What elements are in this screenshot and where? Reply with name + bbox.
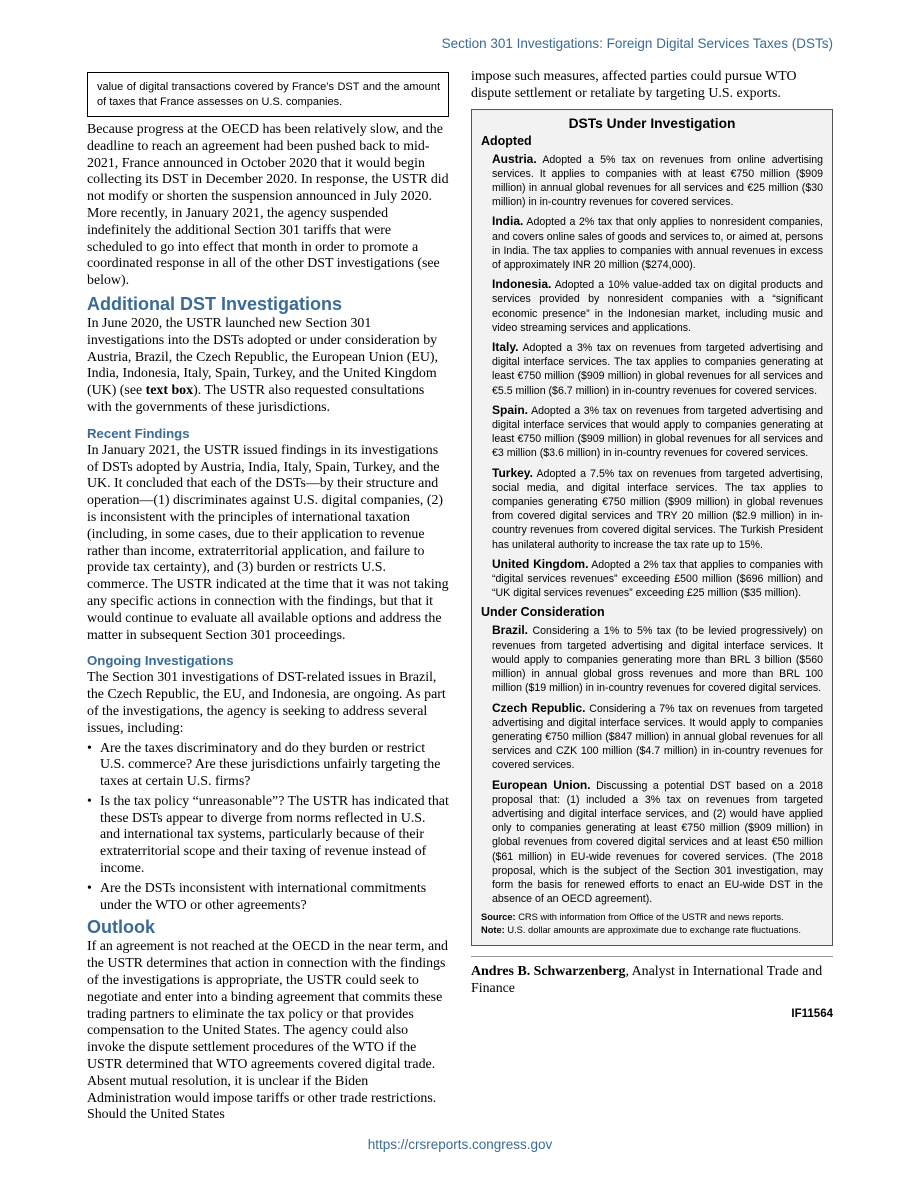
country-entry xyxy=(492,623,823,695)
list-item xyxy=(87,741,449,791)
country-name: United Kingdom. xyxy=(492,556,589,571)
country-description: Adopted a 10% value-added tax on digital products and services provided by nonresident companies with a “significant economic presence” in the Indonesian market, including music and video streaming services and applications. xyxy=(492,279,823,334)
left-column xyxy=(87,72,449,1124)
paragraph-ongoing: The Section 301 investigations of DST-related issues in Brazil, the Czech Republic, the EU, and Indonesia, are ongoing. As part of the investigations, the agency is seeking to address several issues, including: xyxy=(87,670,446,736)
bullet-icon: • xyxy=(87,740,92,756)
paragraph-outlook-continued: impose such measures, affected parties could pursue WTO dispute settlement or retaliate by targeting U.S. exports. xyxy=(471,69,797,101)
country-name: European Union. xyxy=(492,777,591,792)
country-entry xyxy=(492,778,823,907)
country-name: Turkey. xyxy=(492,465,533,480)
consideration-list xyxy=(481,623,823,906)
author-title: , Analyst in International Trade and Finance xyxy=(471,964,823,997)
heading-additional-dst: Additional DST Investigations xyxy=(87,293,343,314)
country-entry xyxy=(492,152,823,210)
country-name: Czech Republic. xyxy=(492,700,586,715)
bullet-icon: • xyxy=(87,880,92,896)
list-item-text: Are the taxes discriminatory and do they burden or restrict U.S. commerce? Are these jurisdictions unfairly targeting the taxes at certain U.S. firms? xyxy=(100,740,441,790)
country-description: Considering a 1% to 5% tax (to be levied progressively) on revenues from targeted advertising and digital interface services. It would apply to companies generating more than BRL 3 billion ($560 million) in annual global gross revenues and more than BRL 100 million ($19 million) in in-country revenues for covered digital services. xyxy=(492,625,823,695)
france-box-continuation: value of digital transactions covered by France’s DST and the amount of taxes that France assesses on U.S. companies. xyxy=(87,72,449,117)
country-description: Adopted a 3% tax on revenues from targeted advertising and digital interface services. The tax applies to companies generating at least €750 million ($909 million) in global revenues for all services and €5.5 million ($6.7 million) in in-country revenues for covered services. xyxy=(492,342,823,397)
list-item-text: Is the tax policy “unreasonable”? The USTR has indicated that these DSTs appear to diverge from norms reflected in U.S. and international tax systems, particularly because of their extraterritorial scope and their taxing of revenue instead of income. xyxy=(100,793,449,877)
source-label: Source: xyxy=(481,912,516,923)
document-id: IF11564 xyxy=(791,1008,833,1021)
paragraph-additional xyxy=(87,316,449,417)
list-item xyxy=(87,794,449,878)
source-line xyxy=(481,911,823,924)
paragraph-recent-findings: In January 2021, the USTR issued findings in its investigations of DSTs adopted by Austria, India, Italy, Spain, Turkey, and the UK. It concluded that each of the DSTs—by their structure and operation—(1) discriminates against U.S. digital companies, (2) is inconsistent with the principles of international taxation (including, in some cases, due to their application to revenue rather than income, extraterritorial application, and failure to provide tax certainty), and (3) burden or restricts U.S. commerce. The USTR indicated at the time that it was not taking any specific actions in connection with the findings, but that it would continue to evaluate all available options and address the matter in subsequent Section 301 proceedings. xyxy=(87,442,449,643)
list-item xyxy=(87,881,449,915)
country-entry xyxy=(492,466,823,552)
country-entry xyxy=(492,557,823,601)
country-name: Brazil. xyxy=(492,623,529,638)
country-description: Discussing a potential DST based on a 2018 proposal that: (1) included a 3% tax on revenues from targeted advertising and digital interface services, and (2) would have applied only to companies generating at least €750 million ($909 million) in global revenues from covered digital services and at least €50 million ($61 million) in EU-wide revenues for covered services. (The 2018 proposal, which is the subject of the Section 301 investigation, may form the basis for renewed efforts to enact an EU-wide DST in the absence of an OECD agreement). xyxy=(492,779,824,906)
running-header: Section 301 Investigations: Foreign Digital Services Taxes (DSTs) xyxy=(441,36,833,51)
note-text: U.S. dollar amounts are approximate due to exchange rate fluctuations. xyxy=(507,925,801,936)
country-name: Austria. xyxy=(492,151,537,166)
source-text: CRS with information from Office of the USTR and news reports. xyxy=(518,912,784,923)
country-description: Adopted a 5% tax on revenues from online advertising services. It applies to companies with at least €750 million ($909 million) in annual global revenues for all services and €25 million ($30 million) in in-country revenues for covered services. xyxy=(492,153,824,209)
paragraph-additional-b: ). The USTR also requested consultations with the governments of these jurisdictions. xyxy=(87,383,425,415)
footer-url[interactable]: https://crsreports.congress.gov xyxy=(367,1137,553,1152)
box-title: DSTs Under Investigation xyxy=(568,115,736,131)
country-entry xyxy=(492,403,823,461)
paragraph-outlook: If an agreement is not reached at the OECD in the near term, and the USTR determines that action in connection with the findings of the investigations is appropriate, the USTR could seek to negotiate and enter into a binding agreement that commits these trading partners to eliminate the tax policy or that provides compensation to the United States. The agency could also invoke the dispute settlement procedures of the WTO if the USTR determined that WTO agreements covered digital trade. Absent mutual resolution, it is unclear if the Biden Administration would impose tariffs or other trade restrictions. Should the United States xyxy=(87,939,449,1123)
country-name: Indonesia. xyxy=(492,277,552,292)
text-box-link[interactable]: text box xyxy=(145,383,194,399)
heading-ongoing-investigations: Ongoing Investigations xyxy=(87,653,234,669)
country-name: Italy. xyxy=(492,340,519,355)
adopted-heading: Adopted xyxy=(481,133,532,148)
paragraph-additional-a: In June 2020, the USTR launched new Section 301 investigations into the DSTs adopted or under consideration by Austria, Brazil, the Czech Republic, the European Union (EU), India, Indonesia, Italy, Spain, Turkey, and the United Kingdom (UK) (see xyxy=(87,315,439,399)
country-name: Spain. xyxy=(492,402,529,417)
dst-text-box xyxy=(471,109,833,947)
country-name: India. xyxy=(492,214,524,229)
bullet-icon: • xyxy=(87,793,92,809)
country-description: Adopted a 3% tax on revenues from targeted advertising and digital interface services that would apply to companies generating at least €750 million ($909 million) in global revenues for all services and €3 million ($3.6 million) in in-country revenues for covered services. xyxy=(492,404,824,460)
country-description: Adopted a 2% tax that applies to companies with “digital services revenues” exceeding £500 million ($696 million) and “UK digital services revenues” exceeding £25 million ($35 million). xyxy=(492,558,823,600)
paragraph-france: Because progress at the OECD has been relatively slow, and the deadline to reach an agreement had been pushed back to mid-2021, France announced in October 2020 that it would begin collecting its DST in December 2020. In response, the USTR did not modify or shorten the suspension announced in July 2020. More recently, in January 2021, the agency suspended indefinitely the additional Section 301 tariffs that were scheduled to go into effect that month in order to promote a coordinated response in all of the other DST investigations (see below). xyxy=(87,122,449,289)
heading-recent-findings: Recent Findings xyxy=(87,425,190,441)
country-description: Adopted a 2% tax that only applies to nonresident companies, and covers online sales of goods and services to, or aimed at, persons in India. The tax applies to companies with annual revenues in excess of approximately INR 20 million ($274,000). xyxy=(492,216,824,272)
country-entry xyxy=(492,701,823,773)
country-description: Adopted a 7.5% tax on revenues from targeted advertising, social media, and digital interface services. The tax applies to companies generating €750 million ($909 million) in global revenues from covered digital services and TRY 20 million ($2.9 million) in in-country revenues from covered digital services. The Turkish President has unilateral authority to increase the tax rate up to 15%. xyxy=(492,467,823,551)
author-name: Andres B. Schwarzenberg xyxy=(471,964,626,980)
box-notes xyxy=(481,911,823,937)
country-entry xyxy=(492,214,823,272)
adopted-list xyxy=(481,152,823,601)
note-line xyxy=(481,924,823,937)
heading-outlook: Outlook xyxy=(87,917,155,938)
country-description: Considering a 7% tax on revenues from targeted advertising and digital interface services. It would apply to companies generating €750 million ($847 million) in annual global revenues for all services and CZK 100 million ($4.7 million) in in-country revenues for covered services. xyxy=(492,702,823,772)
issues-list xyxy=(87,741,449,915)
note-label: Note: xyxy=(481,925,505,936)
right-column xyxy=(471,69,833,1021)
country-entry xyxy=(492,340,823,398)
list-item-text: Are the DSTs inconsistent with international commitments under the WTO or other agreements? xyxy=(100,880,427,913)
country-entry xyxy=(492,277,823,335)
author-line xyxy=(471,956,833,997)
consideration-heading: Under Consideration xyxy=(481,605,605,620)
